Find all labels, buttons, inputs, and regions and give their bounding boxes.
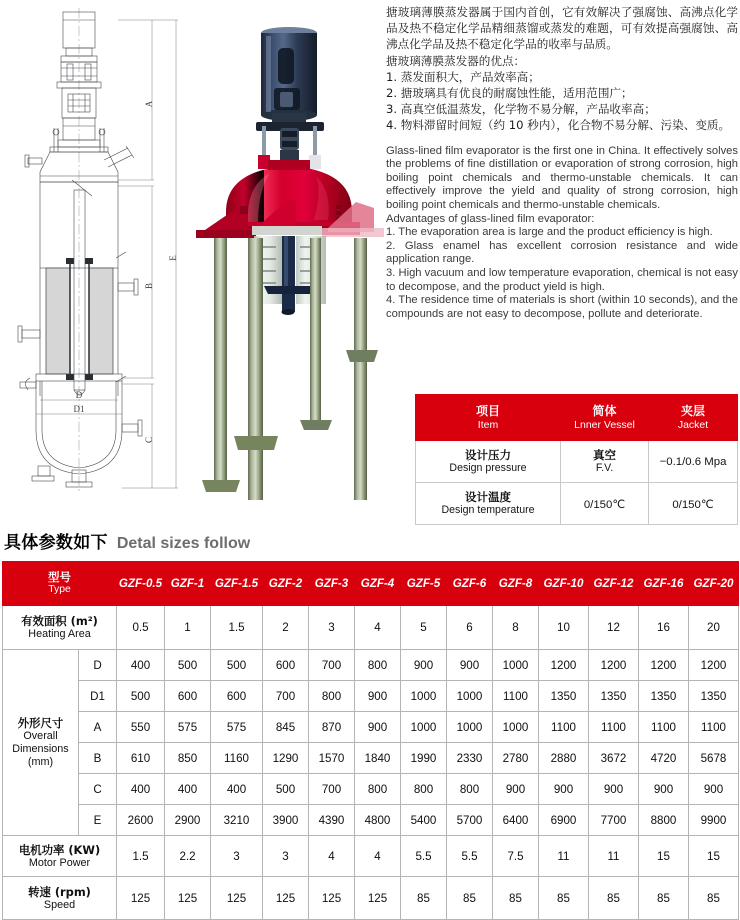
dim-a-8: 1000 xyxy=(493,712,539,743)
dim-a-12: 1100 xyxy=(689,712,739,743)
design-header-jacket-en: Jacket xyxy=(677,418,709,431)
dim-d-5: 800 xyxy=(355,650,401,681)
product-photo xyxy=(196,0,384,500)
design-temperature-label-cn: 设计温度 xyxy=(465,490,511,504)
dim-d-4: 700 xyxy=(309,650,355,681)
heating-area-label-en: Heating Area xyxy=(28,628,91,640)
en-advantage-1: 1. The evaporation area is large and the product efficiency is high. xyxy=(386,226,713,239)
dim-d1-11: 1350 xyxy=(639,681,689,712)
dim-d-3: 600 xyxy=(263,650,309,681)
design-pressure-label-en: Design pressure xyxy=(449,462,527,474)
spec-model-1: GZF-1 xyxy=(165,562,211,606)
dim-d1-12: 1350 xyxy=(689,681,739,712)
spec-model-12: GZF-20 xyxy=(689,562,739,606)
dim-label-d1: D1 xyxy=(73,404,85,414)
motor-power-7: 5.5 xyxy=(447,836,493,877)
dim-d1-7: 1000 xyxy=(447,681,493,712)
dim-a-1: 575 xyxy=(165,712,211,743)
table-row xyxy=(3,877,739,920)
dim-label-d: D xyxy=(75,390,83,400)
dim-label-b: B xyxy=(144,282,154,290)
dim-e-5: 4800 xyxy=(355,805,401,836)
dim-c-4: 700 xyxy=(309,774,355,805)
motor-power-8: 7.5 xyxy=(493,836,539,877)
dim-c-2: 400 xyxy=(211,774,263,805)
dim-b-3: 1290 xyxy=(263,743,309,774)
dim-b-11: 4720 xyxy=(639,743,689,774)
dimensions-label-en-3: (mm) xyxy=(27,756,54,768)
dim-key-a: A xyxy=(79,712,117,743)
dim-d-8: 1000 xyxy=(493,650,539,681)
design-header-jacket xyxy=(649,395,738,441)
dim-d1-2: 600 xyxy=(211,681,263,712)
heating-area-label-cn: 有效面积 (m²) xyxy=(21,614,98,628)
design-temperature-label-en: Design temperature xyxy=(441,504,535,516)
spec-model-7: GZF-6 xyxy=(447,562,493,606)
en-advantage-4: 4. The residence time of materials is short (within 10 seconds), and the compounds are not easy to decompose, pollute and deteriorate. xyxy=(386,294,738,320)
section-title-cn: 具体参数如下 xyxy=(4,533,108,553)
cn-advantage-4: 4. 物料滞留时间短（约 10 秒内），化合物不易分解、污染、变质。 xyxy=(386,118,731,133)
dim-b-10: 3672 xyxy=(589,743,639,774)
dim-a-6: 1000 xyxy=(401,712,447,743)
spec-model-9: GZF-10 xyxy=(539,562,589,606)
dim-e-3: 3900 xyxy=(263,805,309,836)
dim-d1-8: 1100 xyxy=(493,681,539,712)
dim-c-9: 900 xyxy=(539,774,589,805)
spec-model-6: GZF-5 xyxy=(401,562,447,606)
table-row xyxy=(3,836,739,877)
dim-e-2: 3210 xyxy=(211,805,263,836)
table-row xyxy=(416,483,738,525)
dim-e-6: 5400 xyxy=(401,805,447,836)
dim-d1-9: 1350 xyxy=(539,681,589,712)
table-row xyxy=(3,774,739,805)
spec-header-type-en: Type xyxy=(48,584,71,596)
heating-area-9: 10 xyxy=(539,606,589,650)
motor-power-label-cn: 电机功率 (KW) xyxy=(18,842,101,857)
dim-e-10: 7700 xyxy=(589,805,639,836)
design-table xyxy=(415,394,738,525)
speed-1: 125 xyxy=(165,877,211,920)
dim-c-7: 800 xyxy=(447,774,493,805)
dim-b-1: 850 xyxy=(165,743,211,774)
speed-5: 125 xyxy=(355,877,401,920)
spec-model-8: GZF-8 xyxy=(493,562,539,606)
dim-b-2: 1160 xyxy=(211,743,263,774)
heating-area-2: 1.5 xyxy=(211,606,263,650)
table-row xyxy=(3,712,739,743)
design-header-item-cn: 项目 xyxy=(475,403,500,418)
dim-a-10: 1100 xyxy=(589,712,639,743)
dim-a-3: 845 xyxy=(263,712,309,743)
motor-power-10: 11 xyxy=(589,836,639,877)
spec-header-type xyxy=(3,562,117,606)
specification-table xyxy=(2,561,738,920)
speed-2: 125 xyxy=(211,877,263,920)
dim-label-e: E xyxy=(168,255,178,261)
spec-model-5: GZF-4 xyxy=(355,562,401,606)
design-pressure-vessel-en: F.V. xyxy=(595,462,614,474)
motor-power-12: 15 xyxy=(689,836,739,877)
dim-c-10: 900 xyxy=(589,774,639,805)
cn-advantage-1: 1. 蒸发面积大，产品效率高； xyxy=(386,69,540,84)
dim-e-0: 2600 xyxy=(117,805,165,836)
table-row xyxy=(3,650,739,681)
speed-label-en: Speed xyxy=(43,898,76,911)
cn-advantage-3: 3. 高真空低温蒸发，化学物不易分解，产品收率高； xyxy=(386,102,656,117)
design-row-temperature-jacket: 0/150℃ xyxy=(649,483,738,525)
design-row-pressure-jacket: −0.1/0.6 Mpa xyxy=(649,441,738,483)
design-row-temperature-label xyxy=(416,483,561,525)
spec-row-motor-power-label xyxy=(3,836,117,877)
cn-advantage-2: 2. 搪玻璃具有优良的耐腐蚀性能，适用范围广； xyxy=(386,86,633,101)
spec-model-11: GZF-16 xyxy=(639,562,689,606)
table-row xyxy=(3,743,739,774)
dim-e-1: 2900 xyxy=(165,805,211,836)
en-advantages-title: Advantages of glass-lined film evaporator: xyxy=(386,212,595,225)
dimensions-label-cn: 外形尺寸 xyxy=(17,716,64,730)
dim-d1-1: 600 xyxy=(165,681,211,712)
speed-11: 85 xyxy=(639,877,689,920)
motor-power-5: 4 xyxy=(355,836,401,877)
dim-c-5: 800 xyxy=(355,774,401,805)
dim-a-11: 1100 xyxy=(639,712,689,743)
heating-area-11: 16 xyxy=(639,606,689,650)
spec-row-heating-area-label xyxy=(3,606,117,650)
dim-a-2: 575 xyxy=(211,712,263,743)
dim-key-d: D xyxy=(79,650,117,681)
dim-e-9: 6900 xyxy=(539,805,589,836)
design-parameters-table xyxy=(415,394,737,525)
dim-d-10: 1200 xyxy=(589,650,639,681)
dim-b-6: 1990 xyxy=(401,743,447,774)
design-table-header-row xyxy=(416,395,738,441)
cn-advantages-title: 搪玻璃薄膜蒸发器的优点： xyxy=(386,53,526,68)
dim-a-9: 1100 xyxy=(539,712,589,743)
spec-header-type-cn: 型号 xyxy=(48,570,71,585)
design-row-pressure-vessel xyxy=(561,441,649,483)
dim-key-d1: D1 xyxy=(79,681,117,712)
heating-area-0: 0.5 xyxy=(117,606,165,650)
heating-area-6: 5 xyxy=(401,606,447,650)
heating-area-8: 8 xyxy=(493,606,539,650)
speed-8: 85 xyxy=(493,877,539,920)
design-header-jacket-cn: 夹层 xyxy=(680,403,705,418)
motor-power-11: 15 xyxy=(639,836,689,877)
spec-row-dimensions-label xyxy=(3,650,79,836)
motor-power-9: 11 xyxy=(539,836,589,877)
heating-area-1: 1 xyxy=(165,606,211,650)
dim-d1-0: 500 xyxy=(117,681,165,712)
technical-drawing-svg xyxy=(0,0,196,500)
heating-area-7: 6 xyxy=(447,606,493,650)
photo-drive-motor xyxy=(261,27,317,121)
dimensions-label-en-2: Dimensions xyxy=(12,743,69,755)
dim-d1-4: 800 xyxy=(309,681,355,712)
speed-9: 85 xyxy=(539,877,589,920)
dim-d-1: 500 xyxy=(165,650,211,681)
speed-3: 125 xyxy=(263,877,309,920)
design-pressure-vessel-cn: 真空 xyxy=(593,448,616,462)
dim-label-c: C xyxy=(144,436,154,444)
dim-e-12: 9900 xyxy=(689,805,739,836)
speed-12: 85 xyxy=(689,877,739,920)
dim-b-9: 2880 xyxy=(539,743,589,774)
heating-area-12: 20 xyxy=(689,606,739,650)
spec-row-speed-label xyxy=(3,877,117,920)
dim-a-7: 1000 xyxy=(447,712,493,743)
dim-c-8: 900 xyxy=(493,774,539,805)
dim-a-4: 870 xyxy=(309,712,355,743)
dim-c-1: 400 xyxy=(165,774,211,805)
speed-10: 85 xyxy=(589,877,639,920)
spec-model-3: GZF-2 xyxy=(263,562,309,606)
dim-c-3: 500 xyxy=(263,774,309,805)
design-header-vessel xyxy=(561,395,649,441)
speed-0: 125 xyxy=(117,877,165,920)
description-text-column xyxy=(386,4,738,321)
dim-d-12: 1200 xyxy=(689,650,739,681)
dim-b-5: 1840 xyxy=(355,743,401,774)
speed-label-cn: 转速 (rpm) xyxy=(28,884,91,899)
dim-c-6: 800 xyxy=(401,774,447,805)
table-row xyxy=(3,805,739,836)
motor-power-label-en: Motor Power xyxy=(28,856,91,869)
speed-6: 85 xyxy=(401,877,447,920)
dim-d1-6: 1000 xyxy=(401,681,447,712)
product-photo-svg xyxy=(196,0,384,500)
section-title xyxy=(4,528,250,553)
speed-7: 85 xyxy=(447,877,493,920)
dim-a-5: 900 xyxy=(355,712,401,743)
spec-header-row xyxy=(3,562,739,606)
dim-b-7: 2330 xyxy=(447,743,493,774)
cn-intro-paragraph: 搪玻璃薄膜蒸发器属于国内首创，它有效解决了强腐蚀、高沸点化学品及热不稳定化学品精细蒸馏或蒸发的难题，可有效提高强腐蚀、高沸点化学品及热不稳定化学品的收率与品质。 xyxy=(386,5,738,52)
motor-power-0: 1.5 xyxy=(117,836,165,877)
design-header-vessel-cn: 简体 xyxy=(592,403,617,418)
heating-area-5: 4 xyxy=(355,606,401,650)
design-header-item xyxy=(416,395,561,441)
spec-model-2: GZF-1.5 xyxy=(211,562,263,606)
dim-key-c: C xyxy=(79,774,117,805)
heating-area-4: 3 xyxy=(309,606,355,650)
heating-area-3: 2 xyxy=(263,606,309,650)
heating-area-10: 12 xyxy=(589,606,639,650)
dim-b-8: 2780 xyxy=(493,743,539,774)
dim-b-12: 5678 xyxy=(689,743,739,774)
dim-d-11: 1200 xyxy=(639,650,689,681)
section-title-en: Detal sizes follow xyxy=(116,535,251,552)
dim-e-8: 6400 xyxy=(493,805,539,836)
motor-power-2: 3 xyxy=(211,836,263,877)
motor-power-6: 5.5 xyxy=(401,836,447,877)
dim-d1-5: 900 xyxy=(355,681,401,712)
spec-model-4: GZF-3 xyxy=(309,562,355,606)
dim-d-0: 400 xyxy=(117,650,165,681)
dim-label-a: A xyxy=(144,100,154,108)
dim-d-2: 500 xyxy=(211,650,263,681)
dim-c-12: 900 xyxy=(689,774,739,805)
dim-b-4: 1570 xyxy=(309,743,355,774)
dim-d-6: 900 xyxy=(401,650,447,681)
dim-d1-3: 700 xyxy=(263,681,309,712)
dim-a-0: 550 xyxy=(117,712,165,743)
photo-leg-foot-right xyxy=(346,350,378,362)
design-pressure-label-cn: 设计压力 xyxy=(465,448,511,462)
dim-b-0: 610 xyxy=(117,743,165,774)
table-row xyxy=(3,606,739,650)
motor-power-1: 2.2 xyxy=(165,836,211,877)
design-row-temperature-vessel: 0/150℃ xyxy=(561,483,649,525)
motor-power-3: 3 xyxy=(263,836,309,877)
photo-support-brackets xyxy=(196,200,384,238)
dim-d1-10: 1350 xyxy=(589,681,639,712)
dim-d-9: 1200 xyxy=(539,650,589,681)
table-row xyxy=(3,681,739,712)
english-description xyxy=(386,145,738,322)
dimensions-label-en-1: Overall xyxy=(23,730,58,742)
technical-drawing xyxy=(0,0,196,500)
table-row xyxy=(416,441,738,483)
spec-table xyxy=(2,561,739,920)
en-advantage-2: 2. Glass enamel has excellent corrosion resistance and wide application range. xyxy=(386,239,738,266)
dim-key-b: B xyxy=(79,743,117,774)
motor-power-4: 4 xyxy=(309,836,355,877)
spec-model-0: GZF-0.5 xyxy=(117,562,165,606)
dim-key-e: E xyxy=(79,805,117,836)
dim-e-4: 4390 xyxy=(309,805,355,836)
speed-4: 125 xyxy=(309,877,355,920)
design-header-vessel-en: Lnner Vessel xyxy=(574,418,635,431)
design-row-pressure-label xyxy=(416,441,561,483)
dim-d-7: 900 xyxy=(447,650,493,681)
en-advantage-3: 3. High vacuum and low temperature evaporation, chemical is not easy to decompose, and the product yield is high. xyxy=(386,266,738,293)
dim-e-11: 8800 xyxy=(639,805,689,836)
design-header-item-en: Item xyxy=(477,418,499,431)
en-intro-paragraph: Glass-lined film evaporator is the first one in China. It effectively solves the problems of fine distillation or evaporation of strong corrosion, high boiling point chemicals and thermo-unstable chemicals. It can effectively improve the yield and quality of strong corrosion, high boiling point chemicals and thermo-unstable chemicals. xyxy=(386,144,738,211)
dim-c-0: 400 xyxy=(117,774,165,805)
spec-model-10: GZF-12 xyxy=(589,562,639,606)
dim-c-11: 900 xyxy=(639,774,689,805)
chinese-description xyxy=(386,4,738,134)
dim-e-7: 5700 xyxy=(447,805,493,836)
